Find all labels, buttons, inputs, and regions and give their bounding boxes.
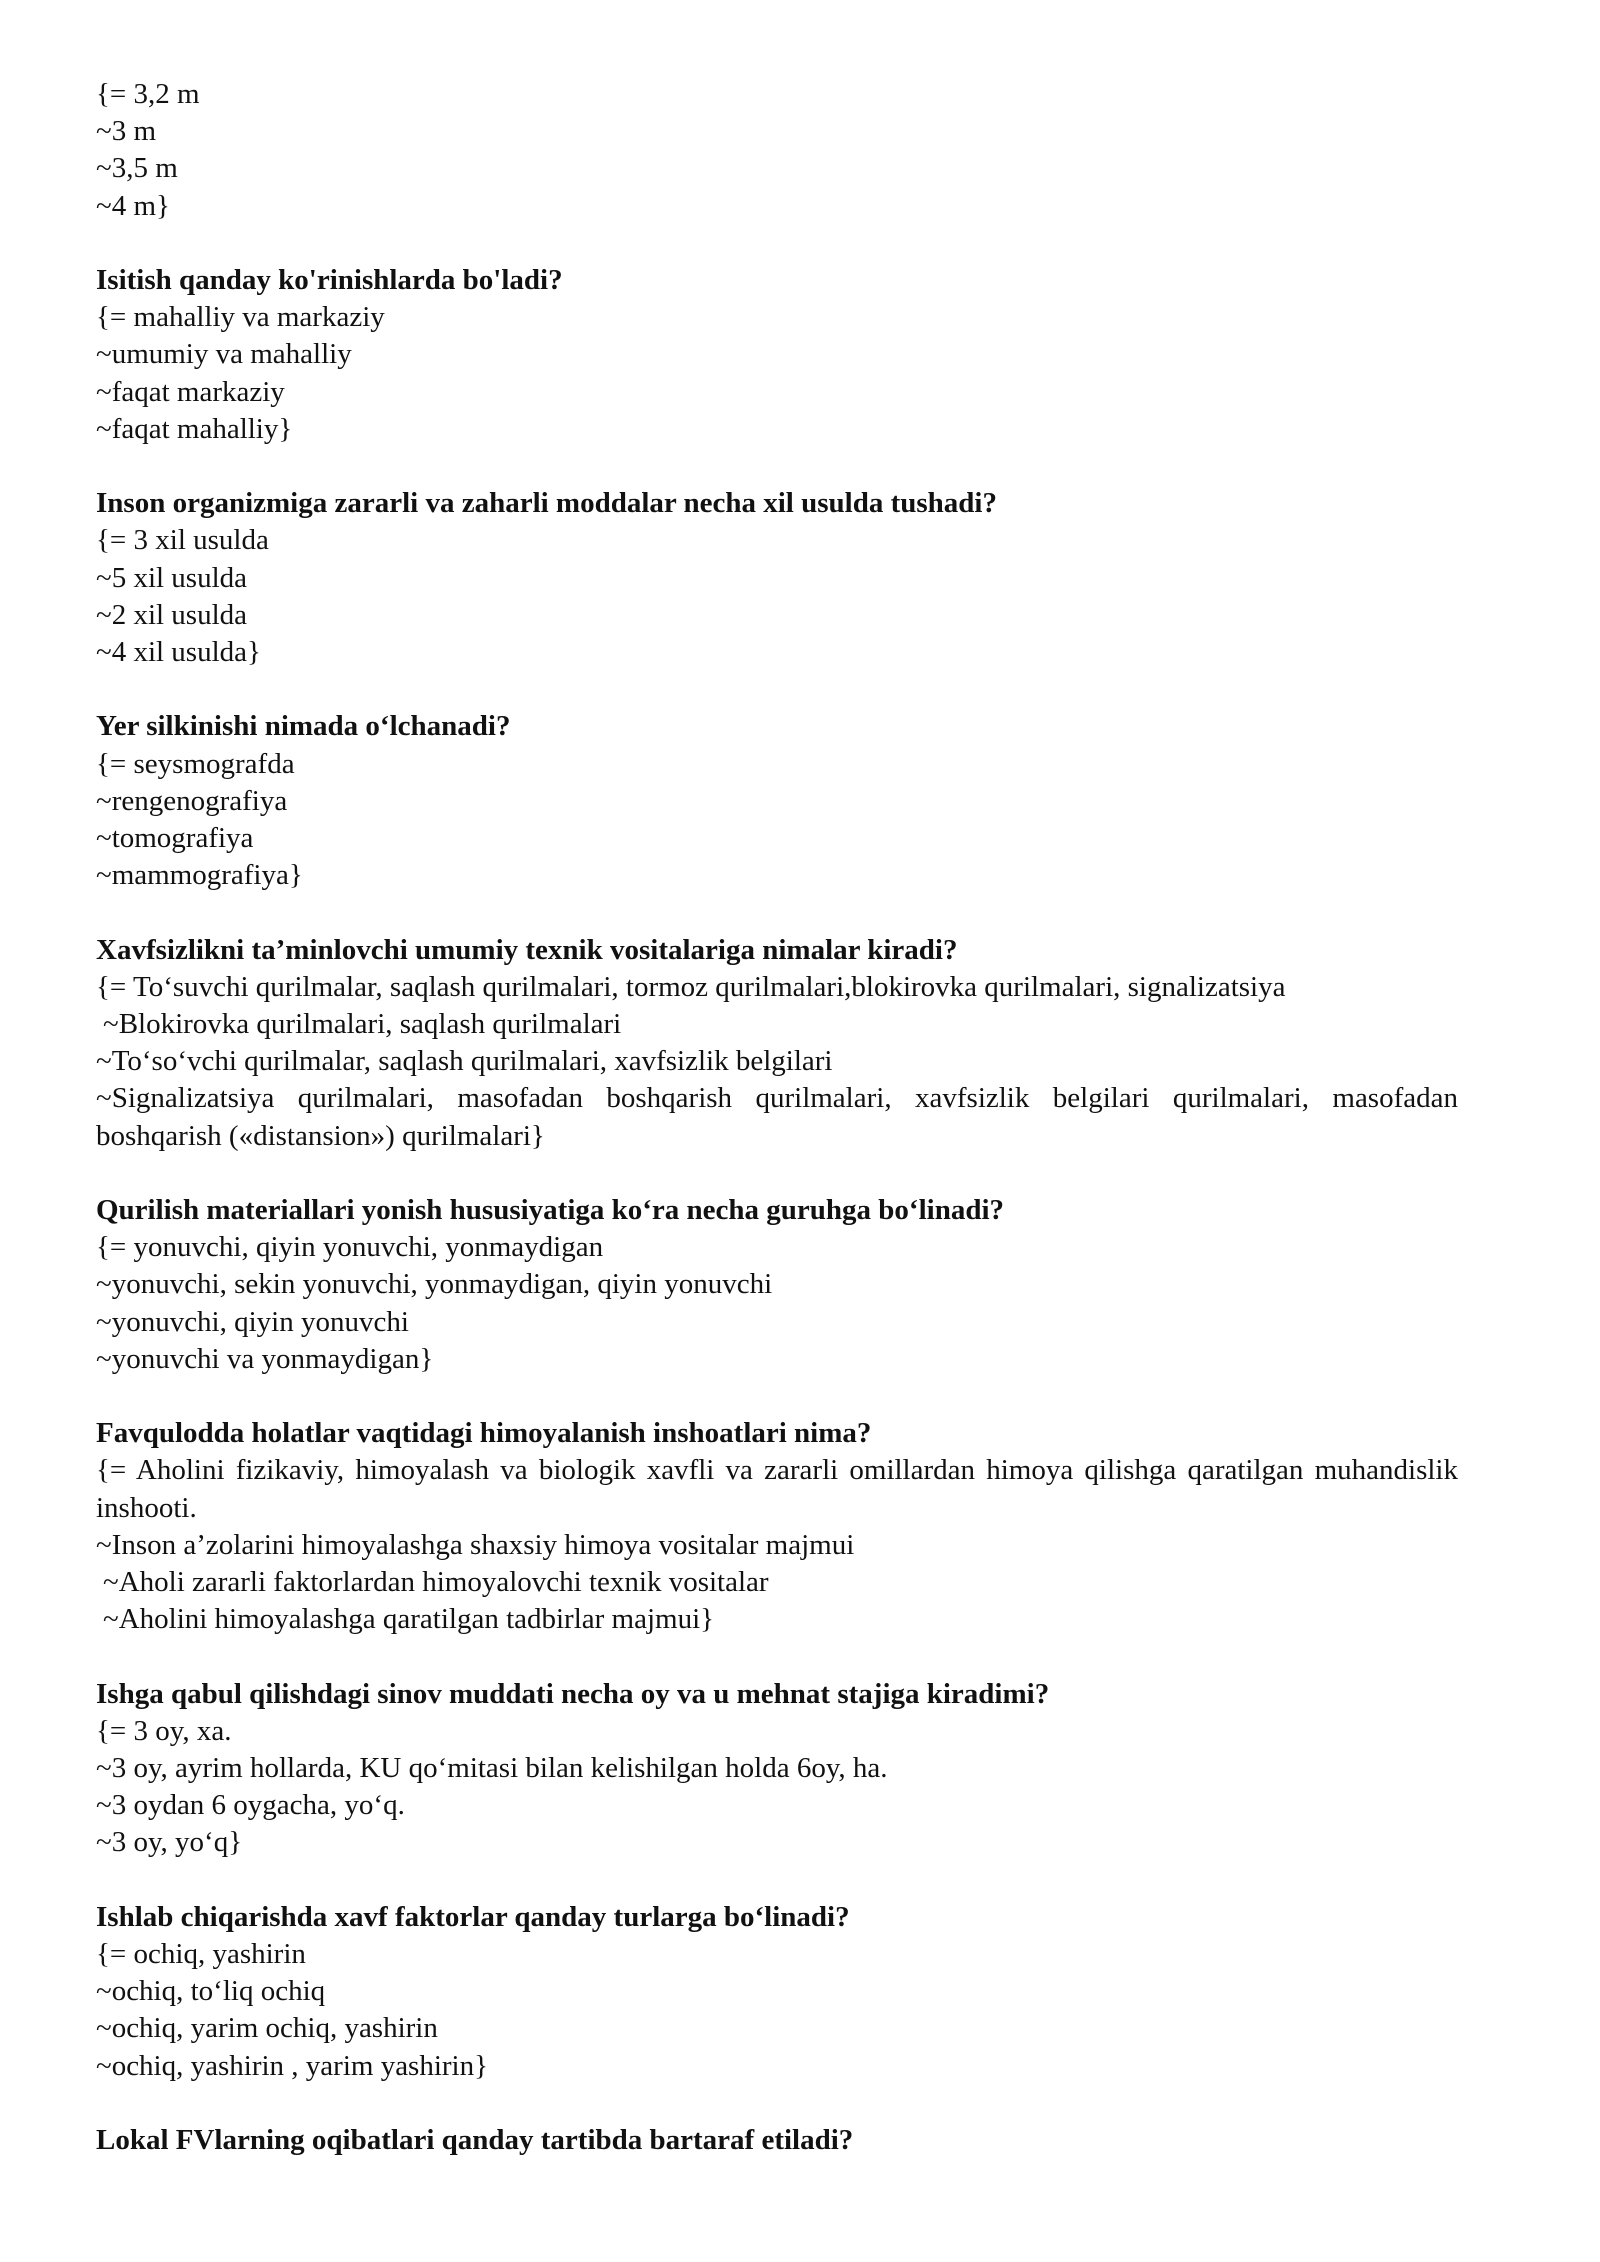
answer-line: ~mammografiya} [96, 859, 303, 892]
question-text: Inson organizmiga zararli va zaharli moddalar necha xil usulda tushadi? [96, 487, 997, 520]
answer-line: {= yonuvchi, qiyin yonuvchi, yonmaydigan [96, 1231, 604, 1264]
question-block [96, 262, 1458, 448]
question-text: Ishga qabul qilishdagi sinov muddati necha oy va u mehnat stajiga kiradimi? [96, 1677, 1050, 1710]
question-block [96, 1192, 1458, 1378]
question-text: Xavfsizlikni ta’minlovchi umumiy texnik vositalariga nimalar kiradi? [96, 933, 958, 966]
answer-line: ~yonuvchi, sekin yonuvchi, yonmaydigan, qiyin yonuvchi [96, 1268, 773, 1301]
answer-line: ~Signalizatsiya qurilmalari, masofadan boshqarish qurilmalari, xavfsizlik belgilari qurilmalari, masofadan boshqarish («distansion») qurilmalari} [96, 1082, 1458, 1152]
question-block [96, 1676, 1458, 1862]
answer-line: {= 3,2 m [96, 78, 200, 110]
answer-line: {= seysmografda [96, 747, 295, 780]
answer-line: {= 3 xil usulda [96, 524, 269, 557]
answer-line: ~yonuvchi, qiyin yonuvchi [96, 1305, 409, 1338]
answer-line: {= Aholini fizikaviy, himoyalash va biologik xavfli va zararli omillardan himoya qilishga qaratilgan muhandislik inshooti. [96, 1454, 1458, 1524]
answer-line: ~3,5 m [96, 152, 178, 185]
question-text: Lokal FVlarning oqibatlari qanday tartibda bartaraf etiladi? [96, 2124, 854, 2157]
answer-line: ~2 xil usulda [96, 598, 248, 631]
question-block [96, 485, 1458, 671]
answer-line: {= 3 oy, xa. [96, 1714, 232, 1747]
answer-line: ~4 m} [96, 189, 170, 222]
answer-line: ~4 xil usulda} [96, 636, 261, 668]
answer-line: {= To‘suvchi qurilmalar, saqlash qurilmalari, tormoz qurilmalari,blokirovka qurilmalari, signalizatsiya [96, 970, 1286, 1003]
answer-line: ~ochiq, yarim ochiq, yashirin [96, 2012, 438, 2045]
question-block [96, 2122, 1458, 2159]
question-block [96, 1415, 1458, 1638]
question-block [96, 932, 1458, 1155]
answer-line: ~tomografiya [96, 822, 254, 854]
answer-line: ~faqat mahalliy} [96, 412, 293, 445]
answer-line: ~3 oydan 6 oygacha, yo‘q. [96, 1789, 405, 1822]
question-block [96, 1899, 1458, 2085]
answer-line: ~Aholini himoyalashga qaratilgan tadbirlar majmui} [103, 1603, 715, 1636]
answer-line: {= ochiq, yashirin [96, 1938, 306, 1971]
answer-line: ~Inson a’zolarini himoyalashga shaxsiy himoya vositalar majmui [96, 1528, 855, 1561]
answer-line: ~umumiy va mahalliy [96, 338, 352, 371]
answer-line: {= mahalliy va markaziy [96, 301, 385, 334]
question-text: Favqulodda holatlar vaqtidagi himoyalanish inshoatlari nima? [96, 1417, 872, 1450]
answer-line: ~yonuvchi va yonmaydigan} [96, 1342, 434, 1375]
question-text: Isitish qanday ko'rinishlarda bo'ladi? [96, 263, 563, 296]
answer-line: ~5 xil usulda [96, 561, 248, 594]
previous-answer-options [96, 76, 1458, 225]
question-text: Qurilish materiallari yonish hususiyatiga ko‘ra necha guruhga bo‘linadi? [96, 1194, 1005, 1226]
answer-line: ~3 m [96, 115, 156, 148]
answer-line: ~3 oy, ayrim hollarda, KU qo‘mitasi bilan kelishilgan holda 6oy, ha. [96, 1752, 888, 1785]
answer-line: ~To‘so‘vchi qurilmalar, saqlash qurilmalari, xavfsizlik belgilari [96, 1045, 833, 1078]
question-block [96, 708, 1458, 894]
answer-line: ~Aholi zararli faktorlardan himoyalovchi texnik vositalar [103, 1566, 769, 1599]
answer-line: ~rengenografiya [96, 784, 288, 817]
question-text: Ishlab chiqarishda xavf faktorlar qanday turlarga bo‘linadi? [96, 1900, 850, 1933]
answer-line: ~faqat markaziy [96, 375, 285, 408]
answer-line: ~Blokirovka qurilmalari, saqlash qurilmalari [103, 1008, 622, 1040]
answer-line: ~3 oy, yo‘q} [96, 1826, 243, 1859]
question-text: Yer silkinishi nimada o‘lchanadi? [96, 710, 511, 743]
answer-line: ~ochiq, yashirin , yarim yashirin} [96, 2049, 489, 2082]
answer-line: ~ochiq, to‘liq ochiq [96, 1975, 326, 2008]
document-page [96, 76, 1458, 2159]
